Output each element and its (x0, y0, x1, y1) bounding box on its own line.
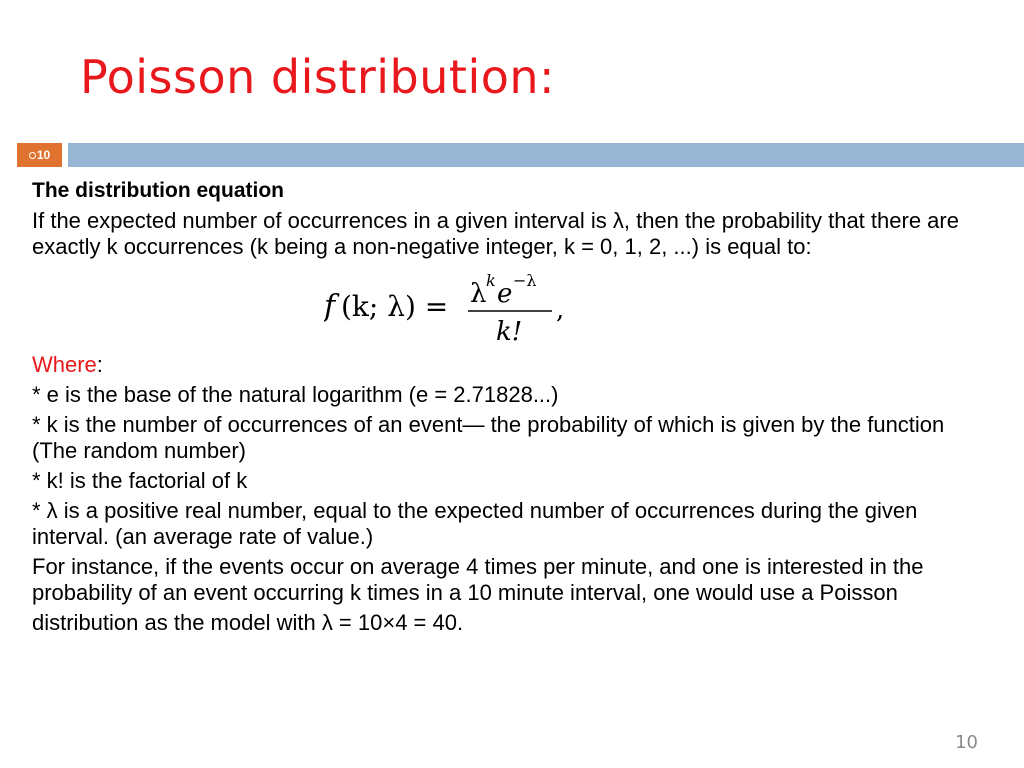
circle-bullet-icon (29, 152, 36, 159)
bullet-item: * e is the base of the natural logarithm (e = 2.71828...) (32, 382, 559, 407)
formula-comma: , (556, 295, 565, 325)
formula-e: e (497, 279, 513, 309)
badge-number: 10 (36, 148, 51, 162)
bullet-item: * k! is the factorial of k (32, 468, 248, 493)
formula-denominator: k! (496, 317, 523, 344)
where-colon: : (96, 352, 103, 377)
header-band (68, 143, 1024, 167)
bullet-item: * k is the number of occurrences of an event— the probability of which is given by the function (The random number) (32, 412, 945, 463)
slide-content (32, 178, 992, 640)
formula-args: (k; λ) = (341, 290, 449, 323)
formula-e-exp: −λ (513, 271, 537, 290)
formula-k-exp: k (486, 271, 496, 290)
formula-lambda: λ (470, 279, 487, 309)
page-number: 10 (955, 732, 978, 753)
example-paragraph-continued: distribution as the model with λ = 10×4 = 40. (32, 610, 464, 635)
example-paragraph: For instance, if the events occur on average 4 times per minute, and one is interested in the probability of an event occurring k times in a 10 minute interval, one would use a Poisson (32, 554, 924, 605)
poisson-formula (32, 264, 992, 344)
section-heading: The distribution equation (32, 179, 284, 202)
intro-paragraph: If the expected number of occurrences in a given interval is λ, then the probability that there are exactly k occurrences (k being a non-negative integer, k = 0, 1, 2, ...) is equal to: (32, 208, 959, 259)
where-label: Where (32, 352, 97, 377)
formula-f: f (324, 289, 336, 324)
slide-number-badge (17, 143, 62, 167)
slide-title: Poisson distribution: (80, 50, 556, 104)
formula-graphic (324, 264, 624, 344)
where-line (32, 352, 992, 378)
bullet-item: * λ is a positive real number, equal to the expected number of occurrences during the given interval. (an average rate of value.) (32, 498, 918, 549)
